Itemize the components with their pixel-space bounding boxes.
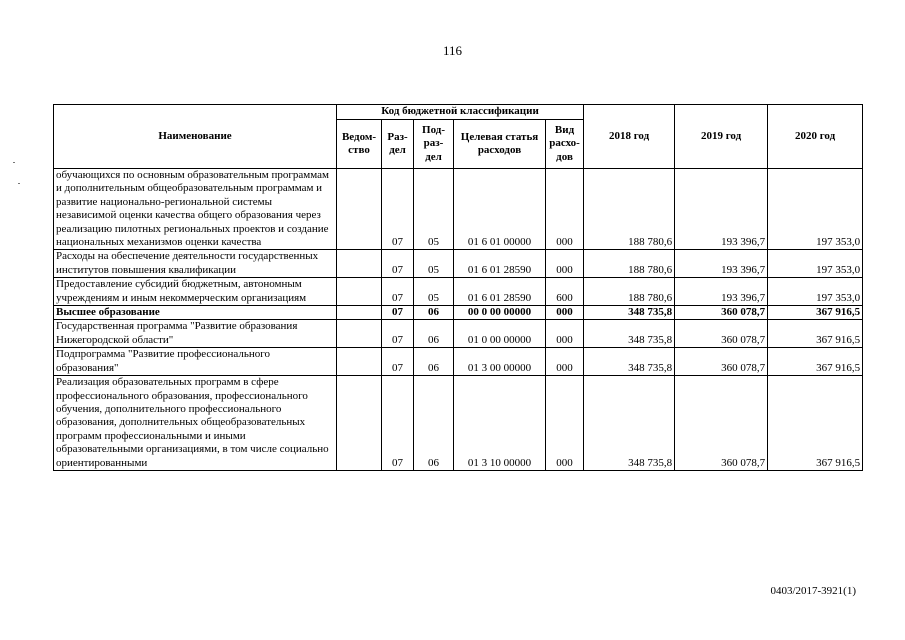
- cell-subsection: 06: [414, 320, 454, 348]
- cell-dept: [337, 169, 382, 250]
- cell-2018: 188 780,6: [584, 169, 675, 250]
- cell-2019: 193 396,7: [675, 250, 768, 278]
- cell-section: 07: [382, 250, 414, 278]
- header-2020: 2020 год: [768, 105, 863, 169]
- table-row: [54, 320, 863, 348]
- cell-subsection: 06: [414, 376, 454, 471]
- cell-2019: 360 078,7: [675, 306, 768, 320]
- cell-target: 00 0 00 00000: [454, 306, 546, 320]
- cell-2018: 348 735,8: [584, 376, 675, 471]
- cell-2020: 367 916,5: [768, 376, 863, 471]
- cell-dept: [337, 250, 382, 278]
- cell-section: 07: [382, 376, 414, 471]
- header-code-group: Код бюджетной классификации: [337, 105, 584, 120]
- cell-target: 01 6 01 28590: [454, 278, 546, 306]
- cell-dept: [337, 306, 382, 320]
- cell-2019: 360 078,7: [675, 320, 768, 348]
- header-target: Целевая статья расходов: [454, 120, 546, 169]
- document-id: 0403/2017-3921(1): [770, 585, 856, 597]
- cell-target: 01 6 01 00000: [454, 169, 546, 250]
- scan-speck: [13, 162, 15, 163]
- page-number: 116: [442, 43, 463, 58]
- cell-section: 07: [382, 320, 414, 348]
- cell-2020: 197 353,0: [768, 250, 863, 278]
- table-row: [54, 376, 863, 471]
- cell-2020: 367 916,5: [768, 348, 863, 376]
- cell-2018: 188 780,6: [584, 278, 675, 306]
- table-row: [54, 169, 863, 250]
- cell-name: Государственная программа "Развитие образования Нижегородской области": [54, 320, 337, 348]
- header-section: Раз-дел: [382, 120, 414, 169]
- header-2018: 2018 год: [584, 105, 675, 169]
- cell-name: Высшее образование: [54, 306, 337, 320]
- cell-2019: 360 078,7: [675, 376, 768, 471]
- cell-2018: 348 735,8: [584, 306, 675, 320]
- cell-2019: 193 396,7: [675, 278, 768, 306]
- cell-dept: [337, 320, 382, 348]
- scan-speck: [18, 183, 20, 184]
- cell-2020: 367 916,5: [768, 320, 863, 348]
- cell-2020: 197 353,0: [768, 169, 863, 250]
- cell-subsection: 05: [414, 250, 454, 278]
- table-row: [54, 348, 863, 376]
- cell-dept: [337, 278, 382, 306]
- cell-exp-type: 000: [546, 250, 584, 278]
- cell-target: 01 0 00 00000: [454, 320, 546, 348]
- table-row: [54, 278, 863, 306]
- cell-target: 01 3 00 00000: [454, 348, 546, 376]
- cell-exp-type: 000: [546, 320, 584, 348]
- cell-target: 01 6 01 28590: [454, 250, 546, 278]
- cell-2019: 193 396,7: [675, 169, 768, 250]
- table-row: [54, 306, 863, 320]
- cell-exp-type: 000: [546, 376, 584, 471]
- cell-subsection: 05: [414, 278, 454, 306]
- cell-name: обучающихся по основным образовательным программам и дополнительным общеобразовательным программам и развитие национально-региональной системы независимой оценки качества общего образования через реализацию пилотных региональных проектов и создание национальных механизмов оценки качества: [54, 169, 337, 250]
- cell-exp-type: 000: [546, 306, 584, 320]
- cell-2019: 360 078,7: [675, 348, 768, 376]
- cell-section: 07: [382, 278, 414, 306]
- cell-subsection: 05: [414, 169, 454, 250]
- table-header: [54, 105, 863, 169]
- cell-2020: 367 916,5: [768, 306, 863, 320]
- header-name: Наименование: [54, 105, 337, 169]
- header-subsection: Под-раз-дел: [414, 120, 454, 169]
- cell-exp-type: 600: [546, 278, 584, 306]
- cell-exp-type: 000: [546, 348, 584, 376]
- cell-2020: 197 353,0: [768, 278, 863, 306]
- cell-2018: 188 780,6: [584, 250, 675, 278]
- cell-2018: 348 735,8: [584, 320, 675, 348]
- cell-name: Подпрограмма "Развитие профессионального образования": [54, 348, 337, 376]
- header-dept: Ведом-ство: [337, 120, 382, 169]
- cell-2018: 348 735,8: [584, 348, 675, 376]
- cell-section: 07: [382, 169, 414, 250]
- cell-subsection: 06: [414, 348, 454, 376]
- cell-dept: [337, 348, 382, 376]
- cell-subsection: 06: [414, 306, 454, 320]
- cell-section: 07: [382, 348, 414, 376]
- cell-dept: [337, 376, 382, 471]
- cell-name: Предоставление субсидий бюджетным, автономным учреждениям и иным некоммерческим организациям: [54, 278, 337, 306]
- cell-target: 01 3 10 00000: [454, 376, 546, 471]
- cell-section: 07: [382, 306, 414, 320]
- table-body: [54, 169, 863, 471]
- cell-name: Расходы на обеспечение деятельности государственных институтов повышения квалификации: [54, 250, 337, 278]
- header-2019: 2019 год: [675, 105, 768, 169]
- cell-name: Реализация образовательных программ в сфере профессионального образования, профессионального обучения, дополнительного профессионального образования, дополнительных общеобразовательных программ профессиональными и иными образовательными организациями, в том числе социально ориентированными: [54, 376, 337, 471]
- table-row: [54, 250, 863, 278]
- budget-table: [53, 104, 863, 471]
- header-exp-type: Вид расхо-дов: [546, 120, 584, 169]
- cell-exp-type: 000: [546, 169, 584, 250]
